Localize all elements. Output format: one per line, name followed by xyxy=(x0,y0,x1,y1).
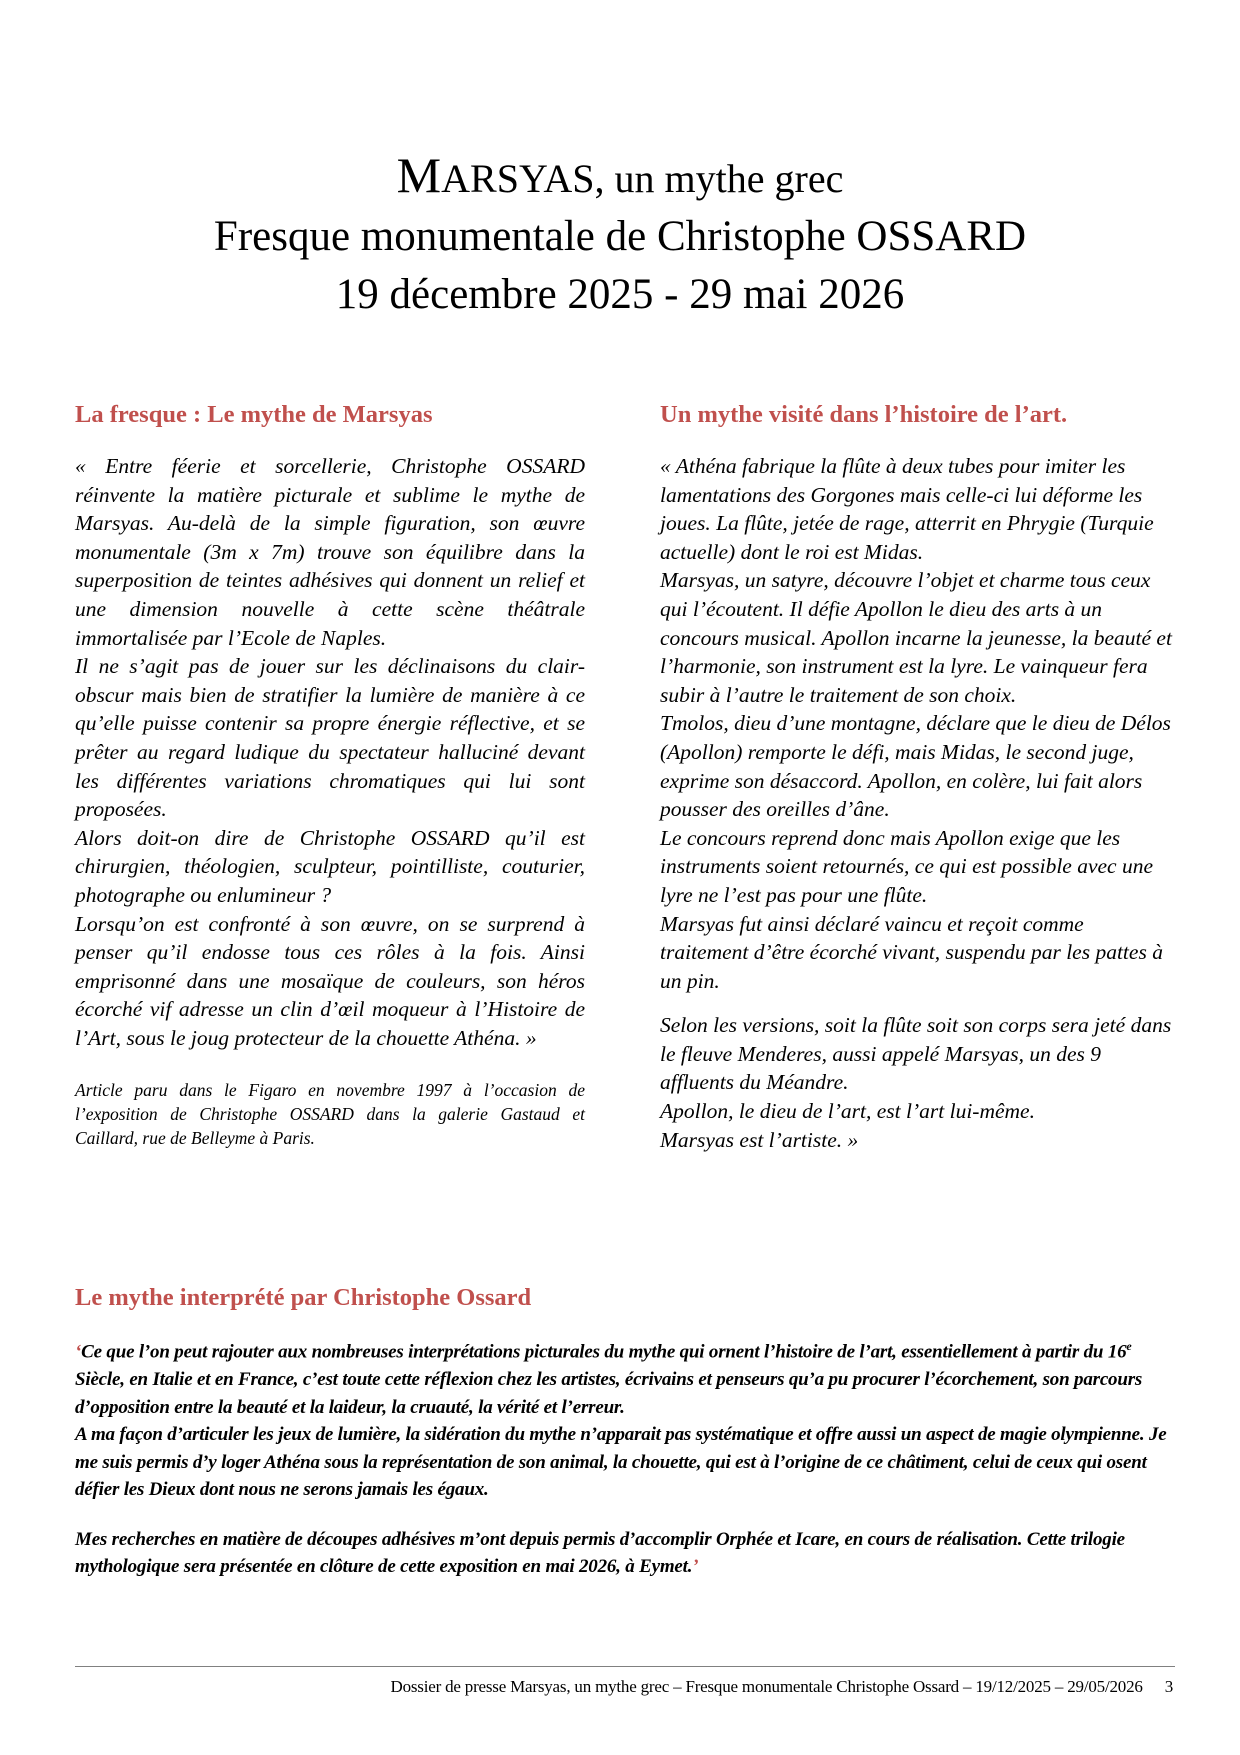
right-paragraph: Le concours reprend donc mais Apollon exige que les instruments soient retournés, ce qui est possible avec une lyre ne l’est pas pour une flûte. xyxy=(660,825,1154,907)
open-quote-mark: ‘ xyxy=(75,1341,82,1363)
paragraph-spacer xyxy=(660,995,1175,1011)
left-column xyxy=(75,400,585,1168)
paragraph-spacer xyxy=(75,1504,1175,1526)
right-paragraph: « Athéna fabrique la flûte à deux tubes pour imiter les lamentations des Gorgones mais celle-ci lui déforme les joues. La flûte, jetée de rage, atterrit en Phrygie (Turquie actuelle) dont le roi est Midas. xyxy=(660,454,1154,564)
title-line-1 xyxy=(0,146,1240,208)
interpretation-section xyxy=(75,1283,1175,1581)
interpretation-heading: Le mythe interprété par Christophe Ossard xyxy=(75,1284,532,1311)
interpretation-text: Ce que l’on peut rajouter aux nombreuses interprétations picturales du mythe qui ornent l’histoire de l’art, essentiellement à partir du 16 xyxy=(81,1341,1127,1363)
footer-divider xyxy=(75,1666,1175,1667)
interpretation-paragraph-3 xyxy=(75,1526,1175,1581)
right-column xyxy=(660,400,1175,1154)
left-paragraph: « Entre féerie et sorcellerie, Christophe OSSARD réinvente la matière picturale et sublime le mythe de Marsyas. Au-delà de la simple figuration, son œuvre monumentale (3m x 7m) trouve son équilibre dans la superposition de teintes adhésives qui donnent un relief et une dimension nouvelle à cette scène théâtrale immortalisée par l’Ecole de Naples. xyxy=(75,454,585,650)
left-paragraph: Il ne s’agit pas de jouer sur les déclinaisons du clair-obscur mais bien de stratifier la lumière de manière à ce qu’elle puisse contenir sa propre énergie réflective, et se prêter au regard ludique du spectateur halluciné devant les différentes variations chromatiques qui lui sont proposées. xyxy=(75,654,585,822)
left-heading: La fresque : Le mythe de Marsyas xyxy=(75,401,433,428)
title-tail: , un mythe grec xyxy=(594,156,844,201)
title-dates: 19 décembre 2025 - 29 mai 2026 xyxy=(335,271,905,318)
left-paragraph: Alors doit-on dire de Christophe OSSARD qu’il est chirurgien, théologien, sculpteur, pointilliste, couturier, photographe ou enlumineur ? xyxy=(75,825,585,907)
right-paragraph: Marsyas est l’artiste. » xyxy=(660,1127,859,1152)
left-paragraph: Lorsqu’on est confronté à son œuvre, on se surprend à penser qu’il endosse tous ces rôles à la fois. Ainsi emprisonné dans une mosaïque de couleurs, son héros écorché vif adresse un clin d’œil moqueur à l’Histoire de l’Art, sous le joug protecteur de la chouette Athéna. » xyxy=(75,911,585,1050)
right-paragraph: Marsyas fut ainsi déclaré vaincu et reçoit comme traitement d’être écorché vivant, suspendu par les pattes à un pin. xyxy=(660,911,1163,993)
interpretation-text: Siècle, en Italie et en France, c’est toute cette réflexion chez les artistes, écrivains et penseurs qu’a pu procurer l’écorchement, son parcours d’opposition entre la beauté et la laideur, la cruauté, la vérité et l’erreur. xyxy=(75,1368,1143,1418)
close-quote-mark: ’ xyxy=(692,1556,699,1578)
page-number: 3 xyxy=(1164,1677,1173,1696)
right-paragraph: Selon les versions, soit la flûte soit son corps sera jeté dans le fleuve Menderes, aussi appelé Marsyas, un des 9 affluents du Méandre. xyxy=(660,1013,1172,1095)
right-paragraph: Tmolos, dieu d’une montagne, déclare que le dieu de Délos (Apollon) remporte le défi, mais Midas, le second juge, exprime son désaccord. Apollon, en colère, lui fait alors pousser des oreilles d’âne. xyxy=(660,711,1171,822)
interpretation-paragraph-2: A ma façon d’articuler les jeux de lumière, la sidération du mythe n’apparait pas systématique et offre aussi un aspect de magie olympienne. Je me suis permis d’y loger Athéna sous la représentation de son animal, la chouette, qui est à l’origine de ce châtiment, celui de ceux qui osent défier les Dieux dont nous ne serons jamais les égaux. xyxy=(75,1424,1167,1501)
right-paragraph: Marsyas, un satyre, découvre l’objet et charme tous ceux qui l’écoutent. Il défie Apollon le dieu des arts à un concours musical. Apollon incarne la jeunesse, la beauté et l’harmonie, son instrument est la lyre. Le vainqueur fera subir à l’autre le traitement de son choix. xyxy=(660,568,1172,707)
article-source-note: Article paru dans le Figaro en novembre 1997 à l’occasion de l’exposition de Christophe OSSARD dans la galerie Gastaud et Caillard, rue de Belleyme à Paris. xyxy=(75,1080,585,1149)
right-heading: Un mythe visité dans l’histoire de l’art. xyxy=(660,401,1068,428)
title-initial: M xyxy=(396,147,442,203)
interpretation-text: Mes recherches en matière de découpes adhésives m’ont depuis permis d’accomplir Orphée et Icare, en cours de réalisation. Cette trilogie mythologique sera présentée en clôture de cette exposition en mai 2026, à Eymet. xyxy=(75,1528,1125,1578)
superscript: e xyxy=(1126,1339,1132,1353)
document-title xyxy=(0,146,1240,324)
interpretation-paragraph-1 xyxy=(75,1333,1175,1421)
title-line-2: Fresque monumentale de Christophe OSSARD xyxy=(213,213,1027,260)
page-footer xyxy=(75,1676,1173,1698)
title-caps: ARSYAS xyxy=(441,156,595,201)
footer-text: Dossier de presse Marsyas, un mythe grec – Fresque monumentale Christophe Ossard – 19/12/2025 – 29/05/2026 xyxy=(390,1677,1143,1696)
right-paragraph: Apollon, le dieu de l’art, est l’art lui-même. xyxy=(660,1099,1035,1124)
